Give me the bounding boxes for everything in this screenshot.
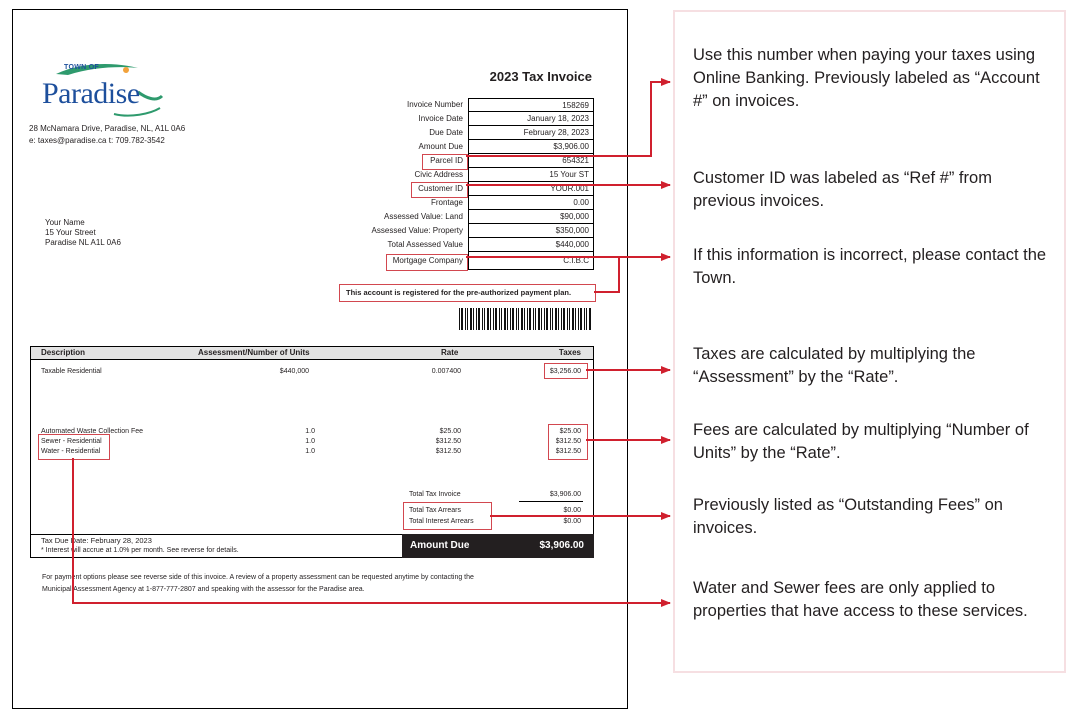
barcode-bar [484, 308, 485, 330]
barcode-bar [504, 308, 506, 330]
row-description: Taxable Residential [41, 368, 102, 375]
barcode-bar [533, 308, 534, 330]
barcode-bar [499, 308, 500, 330]
row-units: 1.0 [305, 448, 315, 455]
total-value: $0.00 [563, 518, 581, 525]
payment-plan-notice: This account is registered for the pre-authorized payment plan. [346, 288, 572, 297]
total-value: $3,906.00 [549, 491, 581, 498]
info-value: 15 Your ST [468, 168, 594, 182]
barcode-bar [490, 308, 491, 330]
annotation-water-sewer: Water and Sewer fees are only applied to properties that have access to these services. [693, 579, 1028, 620]
row-units: 1.0 [305, 438, 315, 445]
amount-due-label: Amount Due [410, 540, 470, 551]
highlight-water-sewer [38, 434, 110, 460]
info-row-assessed-property [330, 224, 594, 238]
row-taxes: $3,256.00 [549, 368, 581, 375]
footer-line-2: Municipal Assessment Agency at 1-877-777-2807 and speaking with the assessor for the Paradise area. [42, 586, 365, 593]
row-rate: $312.50 [435, 438, 461, 445]
header-taxes: Taxes [558, 348, 581, 357]
barcode-bar [461, 308, 463, 330]
recipient-street: 15 Your Street [45, 228, 96, 237]
info-row-amount-due [330, 140, 594, 154]
barcode-bar [535, 308, 536, 330]
row-taxes: $312.50 [555, 438, 581, 445]
barcode-bar [476, 308, 477, 330]
footer-line-1: For payment options please see reverse side of this invoice. A review of a property assessment can be requested anytime by contacting the [42, 574, 474, 581]
barcode-bar [538, 308, 540, 330]
info-value: 158269 [468, 98, 594, 112]
info-value: $350,000 [468, 224, 594, 238]
barcode-bar [558, 308, 559, 330]
barcode-bar [524, 308, 525, 330]
recipient-name: Your Name [45, 218, 85, 227]
town-contact: e: taxes@paradise.ca t: 709.782-3542 [29, 136, 165, 145]
barcode-bar [544, 308, 545, 330]
info-label: Civic Address [414, 170, 463, 179]
total-label: Total Tax Invoice [409, 491, 461, 498]
info-label: Amount Due [418, 142, 463, 151]
annotation-arrears: Previously listed as “Outstanding Fees” on invoices. [693, 496, 1003, 537]
barcode-bar [563, 308, 565, 330]
info-label: Mortgage Company [392, 256, 463, 265]
annotation-customer-id: Customer ID was labeled as “Ref #” from previous invoices. [693, 169, 992, 210]
annotation-parcel-id: Use this number when paying your taxes using Online Banking. Previously labeled as “Account #” on invoices. [693, 46, 1040, 110]
barcode-bar [575, 308, 576, 330]
barcode-bar [586, 308, 587, 330]
barcode-bar [529, 308, 531, 330]
info-value: 0.00 [468, 196, 594, 210]
tax-due-date: Tax Due Date: February 28, 2023 [41, 536, 152, 545]
recipient-address [45, 218, 121, 248]
total-value: $0.00 [563, 507, 581, 514]
barcode-bar [546, 308, 548, 330]
info-value: YOUR.001 [468, 182, 594, 196]
info-row-frontage [330, 196, 594, 210]
town-address: 28 McNamara Drive, Paradise, NL, A1L 0A6 [29, 124, 186, 133]
info-value: $3,906.00 [468, 140, 594, 154]
info-row-invoice-number [330, 98, 594, 112]
amount-due-value: $3,906.00 [539, 540, 584, 551]
barcode-bar [510, 308, 511, 330]
info-value: C.I.B.C [468, 252, 594, 270]
info-row-civic-address [330, 168, 594, 182]
row-rate: 0.007400 [431, 368, 461, 375]
info-label: Assessed Value: Property [371, 226, 463, 235]
barcode-bar [578, 308, 579, 330]
barcode-bar [552, 308, 553, 330]
payment-plan-notice-box [339, 284, 596, 302]
info-label: Parcel ID [430, 156, 463, 165]
row-description: Automated Waste Collection Fee [41, 428, 144, 435]
logo-name: Paradise [42, 77, 140, 110]
info-value: January 18, 2023 [468, 112, 594, 126]
barcode-bar [459, 308, 460, 330]
interest-note: * Interest will accrue at 1.0% per month. See reverse for details. [41, 547, 239, 554]
barcode-bar [465, 308, 466, 330]
info-label: Due Date [429, 128, 463, 137]
info-row-total-assessed [330, 238, 594, 252]
highlight-parcel-id [422, 154, 468, 170]
row-units: $440,000 [279, 368, 309, 375]
total-label: Total Interest Arrears [409, 518, 474, 525]
barcode-bar [518, 308, 519, 330]
barcode-bar [487, 308, 489, 330]
barcode-bar [478, 308, 480, 330]
barcode-bar [521, 308, 523, 330]
info-row-assessed-land [330, 210, 594, 224]
header-rate: Rate [441, 348, 459, 357]
barcode-bar [516, 308, 517, 330]
charges-header [31, 347, 593, 360]
total-divider [519, 501, 583, 502]
info-value: $440,000 [468, 238, 594, 252]
info-value: $90,000 [468, 210, 594, 224]
logo-town-of: TOWN OF [64, 64, 100, 71]
row-rate: $25.00 [439, 428, 461, 435]
barcode-bar [527, 308, 528, 330]
barcode-bar [541, 308, 542, 330]
info-label: Invoice Number [406, 100, 463, 109]
barcode-bar [501, 308, 502, 330]
info-value: February 28, 2023 [468, 126, 594, 140]
barcode-bar [493, 308, 494, 330]
total-label: Total Tax Arrears [409, 507, 462, 514]
info-label: Total Assessed Value [387, 240, 463, 249]
header-description: Description [41, 348, 86, 357]
charges-table [30, 346, 594, 558]
due-date-divider [31, 534, 402, 535]
highlight-customer-id [411, 182, 468, 198]
row-description: Sewer - Residential [41, 438, 102, 445]
barcode-bar [589, 308, 591, 330]
barcode-bar [482, 308, 483, 330]
barcode-bar [495, 308, 497, 330]
info-label: Invoice Date [418, 114, 463, 123]
barcode-bar [580, 308, 582, 330]
info-row-due-date [330, 126, 594, 140]
barcode-bar [572, 308, 574, 330]
barcode-bar [569, 308, 570, 330]
info-label: Assessed Value: Land [383, 212, 463, 221]
barcode-bar [555, 308, 557, 330]
row-units: 1.0 [305, 428, 315, 435]
info-row-invoice-date [330, 112, 594, 126]
row-taxes: $312.50 [555, 448, 581, 455]
highlight-taxes-residential [544, 363, 588, 379]
row-taxes: $25.00 [559, 428, 581, 435]
barcode-bar [584, 308, 585, 330]
info-label: Frontage [430, 198, 463, 207]
barcode-bar [550, 308, 551, 330]
highlight-arrears [403, 502, 492, 530]
annotation-taxes: Taxes are calculated by multiplying the “Assessment” by the “Rate”. [693, 345, 976, 386]
highlight-fees [548, 424, 588, 460]
invoice-title: 2023 Tax Invoice [489, 69, 592, 84]
barcode-bar [507, 308, 508, 330]
barcode-bar [473, 308, 474, 330]
annotation-mortgage: If this information is incorrect, please contact the Town. [693, 246, 1047, 287]
annotation-fees: Fees are calculated by multiplying “Number of Units” by the “Rate”. [693, 421, 1029, 462]
row-rate: $312.50 [435, 448, 461, 455]
barcode-bar [567, 308, 568, 330]
info-label: Customer ID [418, 184, 463, 193]
amount-due-box [402, 534, 594, 558]
highlight-mortgage-company [386, 254, 468, 271]
info-value: 654321 [468, 154, 594, 168]
town-logo [42, 62, 166, 118]
barcode-icon [459, 308, 593, 330]
row-description: Water - Residential [41, 448, 101, 455]
barcode-bar [561, 308, 562, 330]
recipient-city: Paradise NL A1L 0A6 [45, 238, 121, 247]
barcode-bar [467, 308, 468, 330]
barcode-bar [470, 308, 472, 330]
header-units: Assessment/Number of Units [198, 348, 310, 357]
barcode-bar [512, 308, 514, 330]
